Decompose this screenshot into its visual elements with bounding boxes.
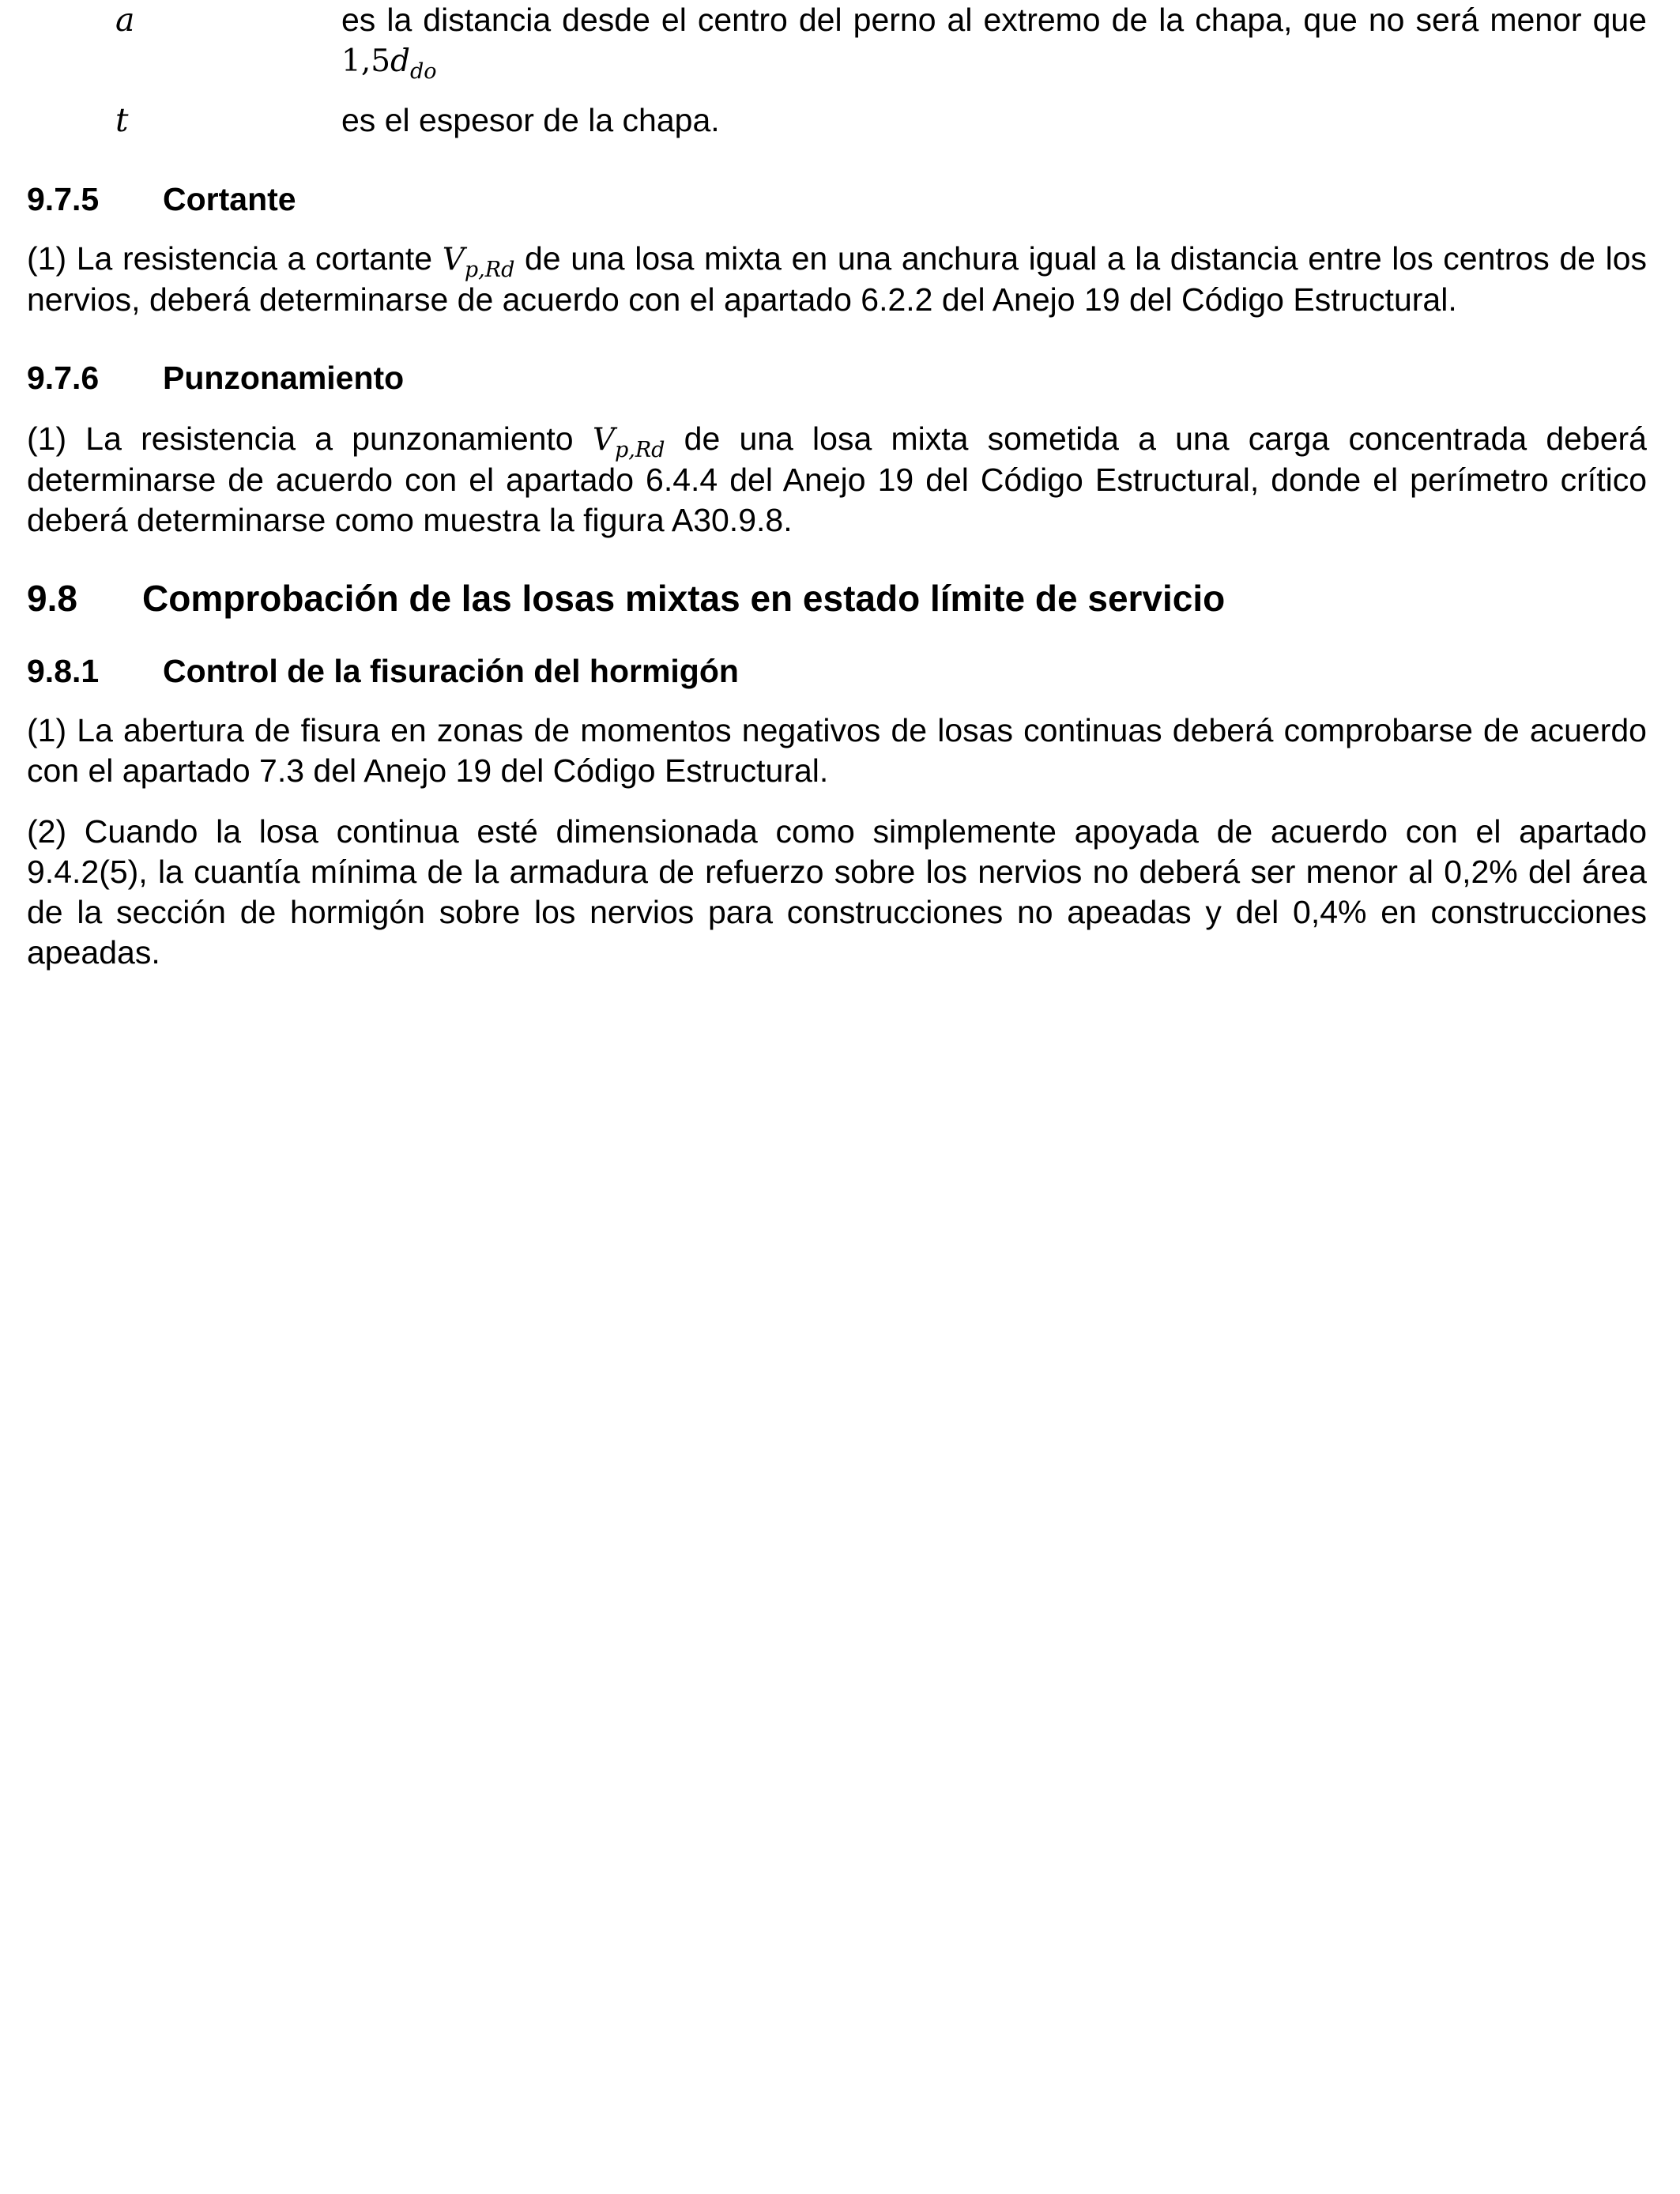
paragraph-punzonamiento-1: (1) La resistencia a punzonamiento $V_{p,Rd}$ de una losa mixta sometida a una carga concentrada deberá determinarse de acuerdo con el apartado 6.4.4 del Anejo 19 del Código Estructural, donde el perímetro crítico deberá determinarse como muestra la figura A30.9.8. — [27, 420, 1647, 538]
formula-v-p-rd: $V_{p,Rd}$ — [592, 422, 665, 462]
formula-1-5-ddo: $1,5d_{do}$ — [341, 43, 437, 84]
section-number: 9.8.1 — [27, 653, 100, 689]
definition-symbol: a — [115, 1, 135, 39]
definition-text: es la distancia desde el centro del perno al extremo de la chapa, que no será menor que $1,5d_{do}$ — [341, 2, 1647, 84]
section-heading-9-7-5 — [27, 179, 1647, 220]
definition-t — [27, 100, 1647, 141]
paragraph-fisuracion-2: (2) Cuando la losa continua esté dimensionada como simplemente apoyada de acuerdo con el apartado 9.4.2(5), la cuantía mínima de la armadura de refuerzo sobre los nervios no deberá ser menor al 0,2% del área de la sección de hormigón sobre los nervios para construcciones no apeadas y del 0,4% en construcciones apeadas. — [27, 813, 1647, 971]
definition-text: es el espesor de la chapa. — [341, 102, 720, 138]
section-title: Punzonamiento — [163, 360, 405, 396]
section-title: Control de la fisuración del hormigón — [163, 653, 739, 689]
definition-symbol: t — [115, 101, 129, 139]
section-number: 9.7.5 — [27, 181, 100, 217]
paragraph-fisuracion-1: (1) La abertura de fisura en zonas de momentos negativos de losas continuas deberá comprobarse de acuerdo con el apartado 7.3 del Anejo 19 del Código Estructural. — [27, 712, 1647, 789]
section-heading-9-7-6 — [27, 358, 1647, 398]
section-title: Comprobación de las losas mixtas en estado límite de servicio — [142, 578, 1226, 619]
formula-v-p-rd: $V_{p,Rd}$ — [442, 242, 515, 282]
section-title: Cortante — [163, 181, 296, 217]
section-number: 9.8 — [27, 578, 77, 619]
section-heading-9-8-1 — [27, 651, 1647, 692]
definition-a — [27, 0, 1647, 84]
paragraph-cortante-1: (1) La resistencia a cortante $V_{p,Rd}$ de una losa mixta en una anchura igual a la distancia entre los centros de los nervios, deberá determinarse de acuerdo con el apartado 6.2.2 del Anejo 19 del Código Estructural. — [27, 240, 1647, 318]
section-number: 9.7.6 — [27, 360, 100, 396]
document-page — [27, 0, 1647, 973]
section-heading-9-8 — [27, 576, 1647, 620]
